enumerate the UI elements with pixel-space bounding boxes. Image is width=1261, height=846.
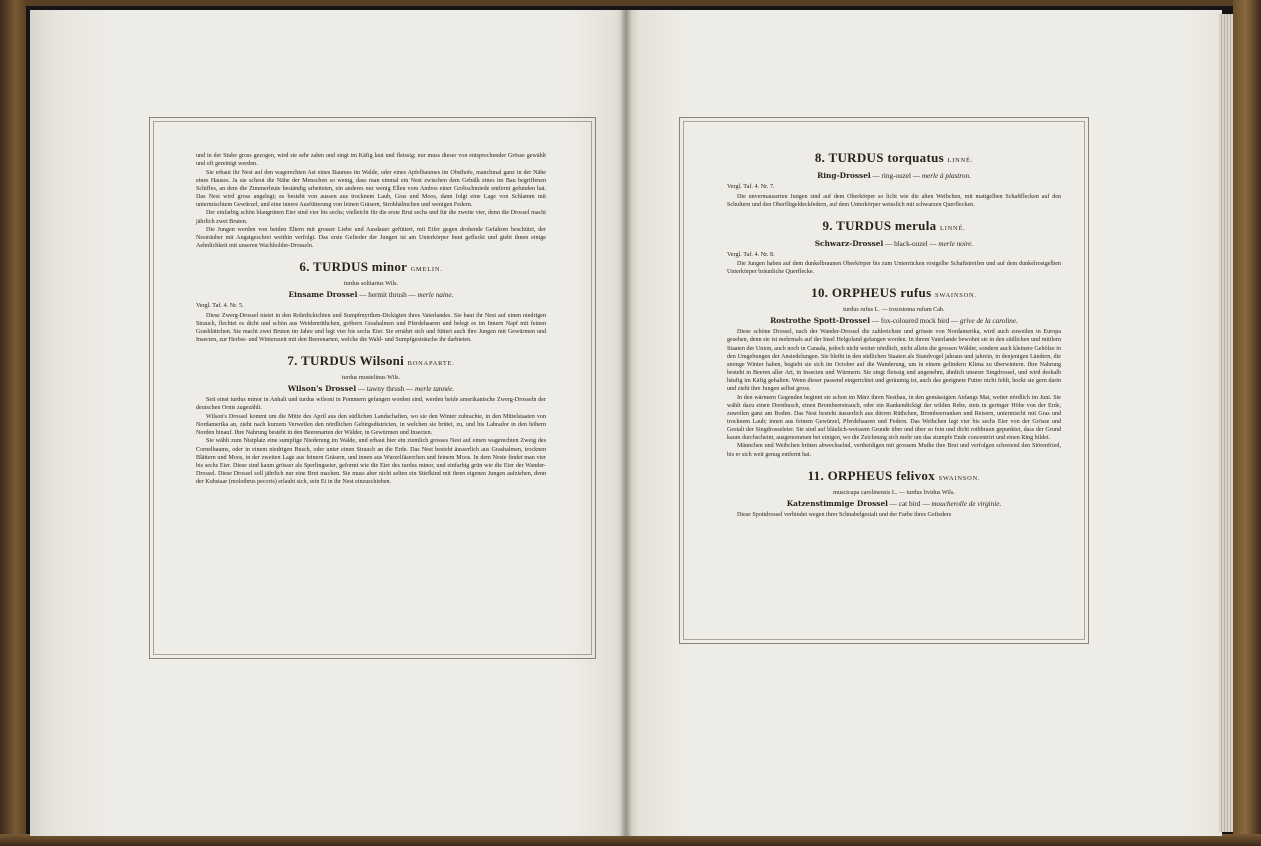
paragraph: Wilson's Drossel kommt um die Mitte des April aus den südlichen Landschaften, wo sie den Winter zubrachte, in den Mittelstaaten von Nordamerika an, zieht nach kurzem Verweilen den nördlichen Gebirgsdistricten, in welchen sie brütet, zu, und bis Labrador in den höhern Norden hinauf. Ihre Nahrung besteht in den Beerenarten der Wälder, in Gewürmen und Insecten. [196,413,546,436]
book-top-edge [0,0,1261,6]
paragraph: Seit einst turdus minor in Anhalt und turdus wilsoni in Pommern gefangen worden sind, werden beide amerikanische Zwerg-Drosseln der deutschen Ornis zugezählt. [196,397,546,412]
section-heading [727,150,1061,168]
english-name: — cat bird — [889,499,930,508]
paragraph: Der einfarbig schön blaugrünen Eier sind vier bis sechs; vielleicht für die erste Brut sechs und für die zweite vier, denn die Drossel macht jährlich zwei Bruten. [196,210,546,225]
synonym-line: muscicapa carolinensis L. — turdus lividus Wils. [833,488,955,496]
english-name: — hermit thrush — [359,291,416,300]
section-heading [727,218,1061,236]
species-title: 10. ORPHEUS rufus [811,285,932,301]
paragraph: Sie erbaut ihr Nest auf den wagerechten Ast eines Baumes im Walde, oder eines Apfelbaumes im Obsthofe, manchmal ganz in der Nähe eines Hauses. Ja sie scheut die Nähe der Menschen so wenig, dass man einmal ein Nest zwischen dem Gebälk eines im Bau begriffenen Schiffes, an dem die Zimmerleute beständig arbeiteten, ein anderes nur wenig Ellen vom Ambos einer Grobschmiede entfernt gefunden hat. Das Nest wird gross angelegt; es besteht von aussen aus trocknem Laub, Gras und Moos, dann folgt eine Lage von Schlamm mit untermischtem Gewürzel, und eine innere Ausfütterung von feinen Gräsern, Strohhälmchen und wenigen Federn. [196,169,546,208]
paragraph: Männchen und Weibchen brüten abwechselnd, vertheidigen mit grossem Muthe ihre Brut und verfolgen schreiend den Störenfried, bis er sich weit genug entfernt hat. [727,443,1061,458]
paragraph: Die Jungen haben auf dem dunkelbraunen Oberkörper bis zum Unterrücken rostgelbe Schaftstreifen und auf dem dunkelrostgelben Unterkörper bräunliche Querflecke. [727,261,1061,276]
german-name: Rostrothe Spott-Drossel [770,316,871,326]
paragraph: Die Jungen werden von beiden Eltern mit grosser Liebe und Ausdauer gefüttert, mit Eifer gegen drohende Gefahren beschützt, der Nesträuber mit Angstgeschrei weithin verfolgt. Das erste Gefieder der Jungen ist am Unterkörper bunt gefleckt und giebt ihnen einige Aehnlichkeit mit unseren Wachholder-Drosseln. [196,227,546,250]
book-gutter [620,10,632,836]
species-author: SWAINSON. [935,292,977,300]
common-names [727,498,1061,510]
plate-reference: Vergl. Taf. 4. Nr. 7. [727,183,775,190]
species-title: 8. TURDUS torquatus [814,150,944,165]
book-cover-right [1233,0,1261,846]
plate-reference: Vergl. Taf. 4. Nr. 8. [727,250,775,258]
section-heading [727,285,1061,303]
book-cover-left [0,0,26,846]
species-author: GMELIN. [410,266,443,274]
common-names [727,170,1061,182]
paragraph: Die unvermauserten Jungen sind auf dem Oberkörper so licht wie die alten Weibchen, mit mattgelben Schaftflecken auf den Schultern und den Oberflügeldeckfedern, auf dem Unterkörper weisslich mit schwarzen Querflecken. [727,193,1061,208]
common-names [727,238,1061,250]
page-stack-edge [1219,14,1233,832]
common-names [196,383,546,395]
french-name: moucherolle de virginie. [931,499,1002,508]
synonym-line: turdus solitarius Wils. [343,280,399,288]
paragraph: Sie wählt zum Nistplatz eine sumpfige Niederung im Walde, und erbaut hier ein ziemlich grosses Nest auf einen wagerechten Zweig des Cornelbaums, oder in einem niedrigen Busch, oder unter einen Strauch an die Erde. Das Nest besteht äusserlich aus Grashalmen, trocknen Blättern und Moos, in der zweiten Lage aus feinern Gräsern, und innen aus Wurzelfäserchen und feinem Moos. In dem Neste findet man vier bis sechs Eier. Diese sind kaum grösser als Sperlingseier, geformt wie die Eier des turdus minor, und einfarbig grün wie die Eier der Wander-Drossel. Diese Drossel soll jährlich nur eine Brut machen. Sie muss aber nicht selten ein Stiefkind mit ihren eigenen Jungen aufziehen, denn der Kuhstaar (molothrus pecoris) erlaubt sich, sein Ei in ihr Nest einzuschieben. [196,438,546,485]
common-names [196,289,546,301]
paragraph: Diese Zwerg-Drossel nistet in den Rohrdickichten und Sumpfmyrthen-Dickigten ihres Vaterlandes. Sie baut ihr Nest auf einen niedrigen Strauch, flechtet es dicht und schön aus Weidenrüthchen, gröbern Grashalmen und Pferdehaaren und belegt es im Innern Napf mit feinen Grasblättchen. Sie macht zwei Bruten im Jahre und legt vier bis sechs Eier. Sie ernährt sich und füttert auch ihre Jungen mit Gewürmen und Insecten, zur Herbst- und Winterszeit mit den Beerenarten, welche die Wald- und Sumpfgesträuche ihr darbieten. [196,312,546,344]
paragraph: In den wärmern Gegenden beginnt sie schon im März ihren Nestbau, in den gemässigten Anfangs Mai, weiter nördlich im Juni. Sie wählt dazu einen Dornbusch, einen Brombeerstrauch, oder ein Rankendickigt der wilden Rebe, stets in geringer Höhe von der Erde, zuweilen ganz am Boden. Das Nest besteht äusserlich aus dürren Rüthchen, Brombeerranken und Reisern, untermischt mit Gras und trocknem Laub; innen aus feinem Gewürzel, Pferdehaaren und Federn. Das Weibchen legt vier bis sechs Eier von der Grösse und Gestalt der Singdrosseleier. Sie sind auf bläulich-weissem Grunde über und über so fein und dicht rothbraun gepunktet, dass der Grund kaum durchscheint, ausgenommen bei einigen, wo die Zeichnung sich mehr um das stumpfe Ende concentrirt und einen Ring bildet. [727,394,1061,441]
french-name: grive de la caroline. [959,317,1018,326]
paragraph: Diese schöne Drossel, nach der Wander-Drossel die zahlreichste und grösste von Nordamerika, wird auch zuweilen in Europa gesehen, denn sie ist mehrmals auf der Insel Helgoland gefangen worden. In ihrem Vaterlande bewohnt sie in den südlichen und mittlern Staaten der Union, auch noch in Canada, jedoch nicht weiter nördlich, nicht allein die grossen Wälder, sondern auch kleinere Gehölze in den Umgebungen der Ansiedelungen. Sie bleibt in den südlichen Staaten als Standvogel jahraus und jahrein, in denjenigen Ländern, die strenge Winter haben, begiebt sie sich im October auf die Wanderung, um in einem gelindern Klima zu überwintern. Ihre Nahrung besteht in Beeren aller Art, in Insecten und Würmern. Sie singt fleissig und angenehm, ähnlich unserer Singdrossel, und wird deshalb häufig im Käfig gehalten. Wenn dieser passend eingerichtet und geräumig ist, auch das geeignete Futter nicht fehlt, hockt sie gern darin und zieht ihre Jungen selbst gross. [727,329,1061,393]
paragraph: und in der Stube gross gezogen, wird sie sehr zahm und singt im Käfig laut und fleissig; nur muss dieser von entsprechender Grösse gewählt und oft gereinigt werden. [196,153,546,168]
species-title: 9. TURDUS merula [822,217,937,233]
synonym-line: turdus mustelinus Wils. [341,374,401,382]
species-author: BONAPARTE. [407,360,455,368]
german-name: Wilson's Drossel [287,384,357,394]
species-title: 11. ORPHEUS felivox [807,467,935,483]
german-name: Schwarz-Drossel [814,238,884,248]
section-heading [727,468,1061,486]
right-text-column [727,150,1061,519]
section-heading [196,353,546,371]
english-name: — ring-ouzel — [872,172,921,180]
left-text-column [196,152,546,486]
english-name: — fox-coloured mock bird — [871,317,959,326]
species-title: 6. TURDUS minor [299,259,408,275]
species-title: 7. TURDUS Wilsoni [287,353,405,369]
paragraph: Diese Spottdrossel verbindet wegen ihrer Schnabelgestalt und der Farbe ihres Gefieders [737,511,952,518]
species-author: SWAINSON. [938,474,981,482]
synonym-line: turdus rufus L. — toxostoma rufum Cab. [843,306,945,314]
species-author: LINNÉ. [939,224,966,232]
section-heading [196,259,546,277]
french-name: merle noire. [938,239,974,248]
french-name: merle à plastron. [921,172,971,180]
french-name: merle tannée. [415,385,455,394]
species-author: LINNÉ. [947,157,974,164]
english-name: — tawny thrush — [357,385,414,394]
german-name: Ring-Drossel [817,171,871,180]
english-name: — black-ouzel — [885,239,937,248]
german-name: Katzenstimmige Drossel [786,498,888,508]
french-name: merle naine. [417,291,454,300]
german-name: Einsame Drossel [288,290,358,300]
common-names [727,315,1061,327]
plate-reference: Vergl. Taf. 4. Nr. 5. [196,302,244,310]
